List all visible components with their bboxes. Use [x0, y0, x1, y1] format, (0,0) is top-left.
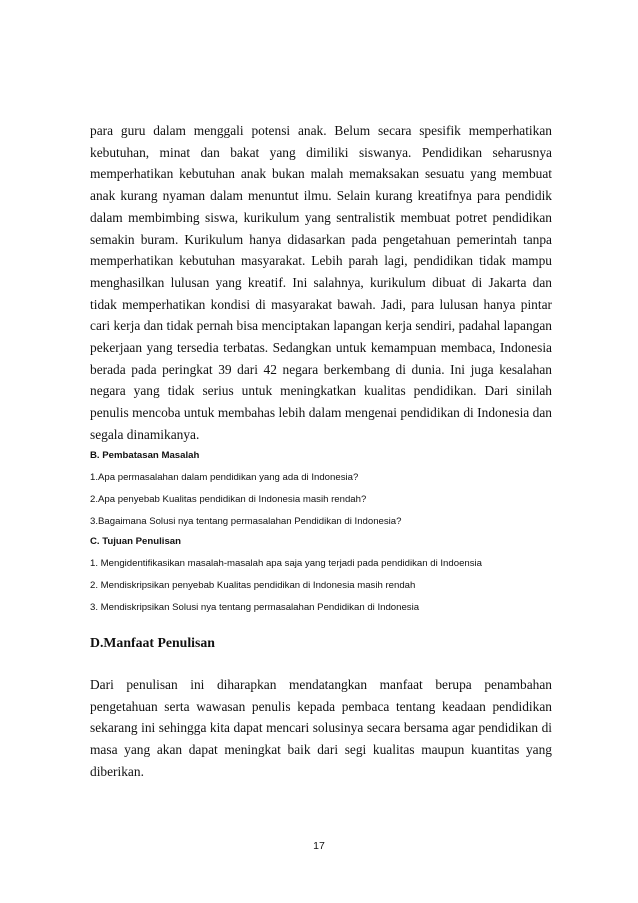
section-c-item-1: 1. Mengidentifikasikan masalah-masalah apa saja yang terjadi pada pendidikan di Indoensia: [90, 558, 482, 569]
section-c-item-3: 3. Mendiskripsikan Solusi nya tentang permasalahan Pendidikan di Indonesia: [90, 602, 420, 613]
page-number: 17: [313, 840, 325, 852]
section-b-item-1: 1.Apa permasalahan dalam pendidikan yang ada di Indonesia?: [90, 472, 359, 483]
section-c-item-2: 2. Mendiskripsikan penyebab Kualitas pendidikan di Indonesia masih rendah: [90, 580, 416, 591]
section-b-item-2: 2.Apa penyebab Kualitas pendidikan di Indonesia masih rendah?: [90, 494, 367, 505]
section-d-paragraph: Dari penulisan ini diharapkan mendatangkan manfaat berupa penambahan pengetahuan serta wawasan penulis kepada pembaca tentang keadaan pendidikan sekarang ini sehingga kita dapat mencari solusinya secara bersama agar pendidikan di masa yang akan dapat meningkat baik dari segi kualitas maupun kuantitas yang diberikan.: [90, 677, 552, 779]
section-c-heading: C. Tujuan Penulisan: [90, 536, 181, 547]
body-paragraph: para guru dalam menggali potensi anak. Belum secara spesifik memperhatikan kebutuhan, minat dan bakat yang dimiliki siswanya. Pendidikan seharusnya memperhatikan kebutuhan anak bukan malah memaksakan sesuatu yang membuat anak kurang nyaman dalam menuntut ilmu. Selain kurang kreatifnya para pendidik dalam membimbing siswa, kurikulum yang sentralistik membuat potret pendidikan semakin buram. Kurikulum hanya didasarkan pada pengetahuan pemerintah tanpa memperhatikan kebutuhan masyarakat. Lebih parah lagi, pendidikan tidak mampu menghasilkan lulusan yang kreatif. Ini salahnya, kurikulum dibuat di Jakarta dan tidak memperhatikan kondisi di masyarakat bawah. Jadi, para lulusan hanya pintar cari kerja dan tidak pernah bisa menciptakan lapangan kerja sendiri, padahal lapangan pekerjaan yang tersedia terbatas. Sedangkan untuk kemampuan membaca, Indonesia berada pada peringkat 39 dari 42 negara berkembang di dunia. Ini juga kesalahan negara yang tidak serius untuk meningkatkan kualitas pendidikan. Dari sinilah penulis mencoba untuk membahas lebih dalam mengenai pendidikan di Indonesia dan segala dinamikanya.: [90, 123, 552, 442]
section-b-item-3: 3.Bagaimana Solusi nya tentang permasalahan Pendidikan di Indonesia?: [90, 516, 402, 527]
section-d-heading: D.Manfaat Penulisan: [90, 635, 215, 650]
section-b-heading: B. Pembatasan Masalah: [90, 450, 200, 461]
